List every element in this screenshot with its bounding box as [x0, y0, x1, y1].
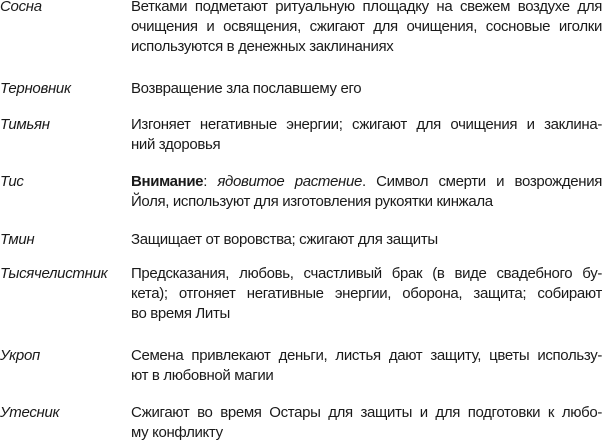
entry-term: Тис: [0, 173, 24, 190]
entry-description: [131, 346, 602, 386]
warning-text: ядовитое растение: [217, 173, 362, 190]
warning-label: Внимание: [131, 173, 204, 190]
description-line: очищения и освящения, сжигают для очищения, сосновые иголки: [131, 18, 602, 35]
entry-description: [131, 230, 602, 250]
description-line: му конфликту: [131, 424, 223, 441]
entry-description: [131, 115, 602, 155]
description-line: ют в любовной магии: [131, 367, 274, 384]
description-line: кета); отгоняет негативные энергии, оборона, защита; собирают: [131, 285, 602, 302]
entry-term: Тысячелистник: [0, 265, 108, 282]
description-line: Возвращение зла пославшему его: [131, 80, 362, 97]
description-line: Защищает от воровства; сжигают для защиты: [131, 231, 438, 248]
description-line: используются в денежных заклинаниях: [131, 38, 394, 55]
entry-description: [131, 172, 602, 212]
entry-term: Терновник: [0, 80, 71, 97]
description-line: Семена привлекают деньги, листья дают защиту, цветы использу-: [131, 347, 602, 364]
description-line: во время Литы: [131, 305, 230, 322]
entry-term: Сосна: [0, 0, 42, 15]
description-line: Сжигают во время Остары для защиты и для подготовки к любо-: [131, 404, 602, 421]
description-line: Йоля, используют для изготовления рукоятки кинжала: [131, 193, 493, 210]
description-line: Предсказания, любовь, счастливый брак (в виде свадебного бу-: [131, 265, 602, 282]
entry-term: Утесник: [0, 404, 60, 421]
description-rest: . Символ смерти и возрождения: [361, 173, 602, 190]
description-line: Изгоняет негативные энергии; сжигают для очищения и заклина-: [131, 116, 602, 133]
entry-term: Тмин: [0, 231, 35, 248]
entry-description: [131, 0, 602, 57]
description-line: [131, 172, 602, 192]
warning-colon: :: [203, 173, 218, 190]
entry-description: [131, 79, 602, 99]
entry-term: Тимьян: [0, 116, 50, 133]
description-line: Ветками подметают ритуальную площадку на свежем воздухе для: [131, 0, 602, 15]
description-line: ний здоровья: [131, 136, 221, 153]
entry-description: [131, 264, 602, 324]
entry-description: [131, 403, 602, 443]
entry-term: Укроп: [0, 347, 40, 364]
